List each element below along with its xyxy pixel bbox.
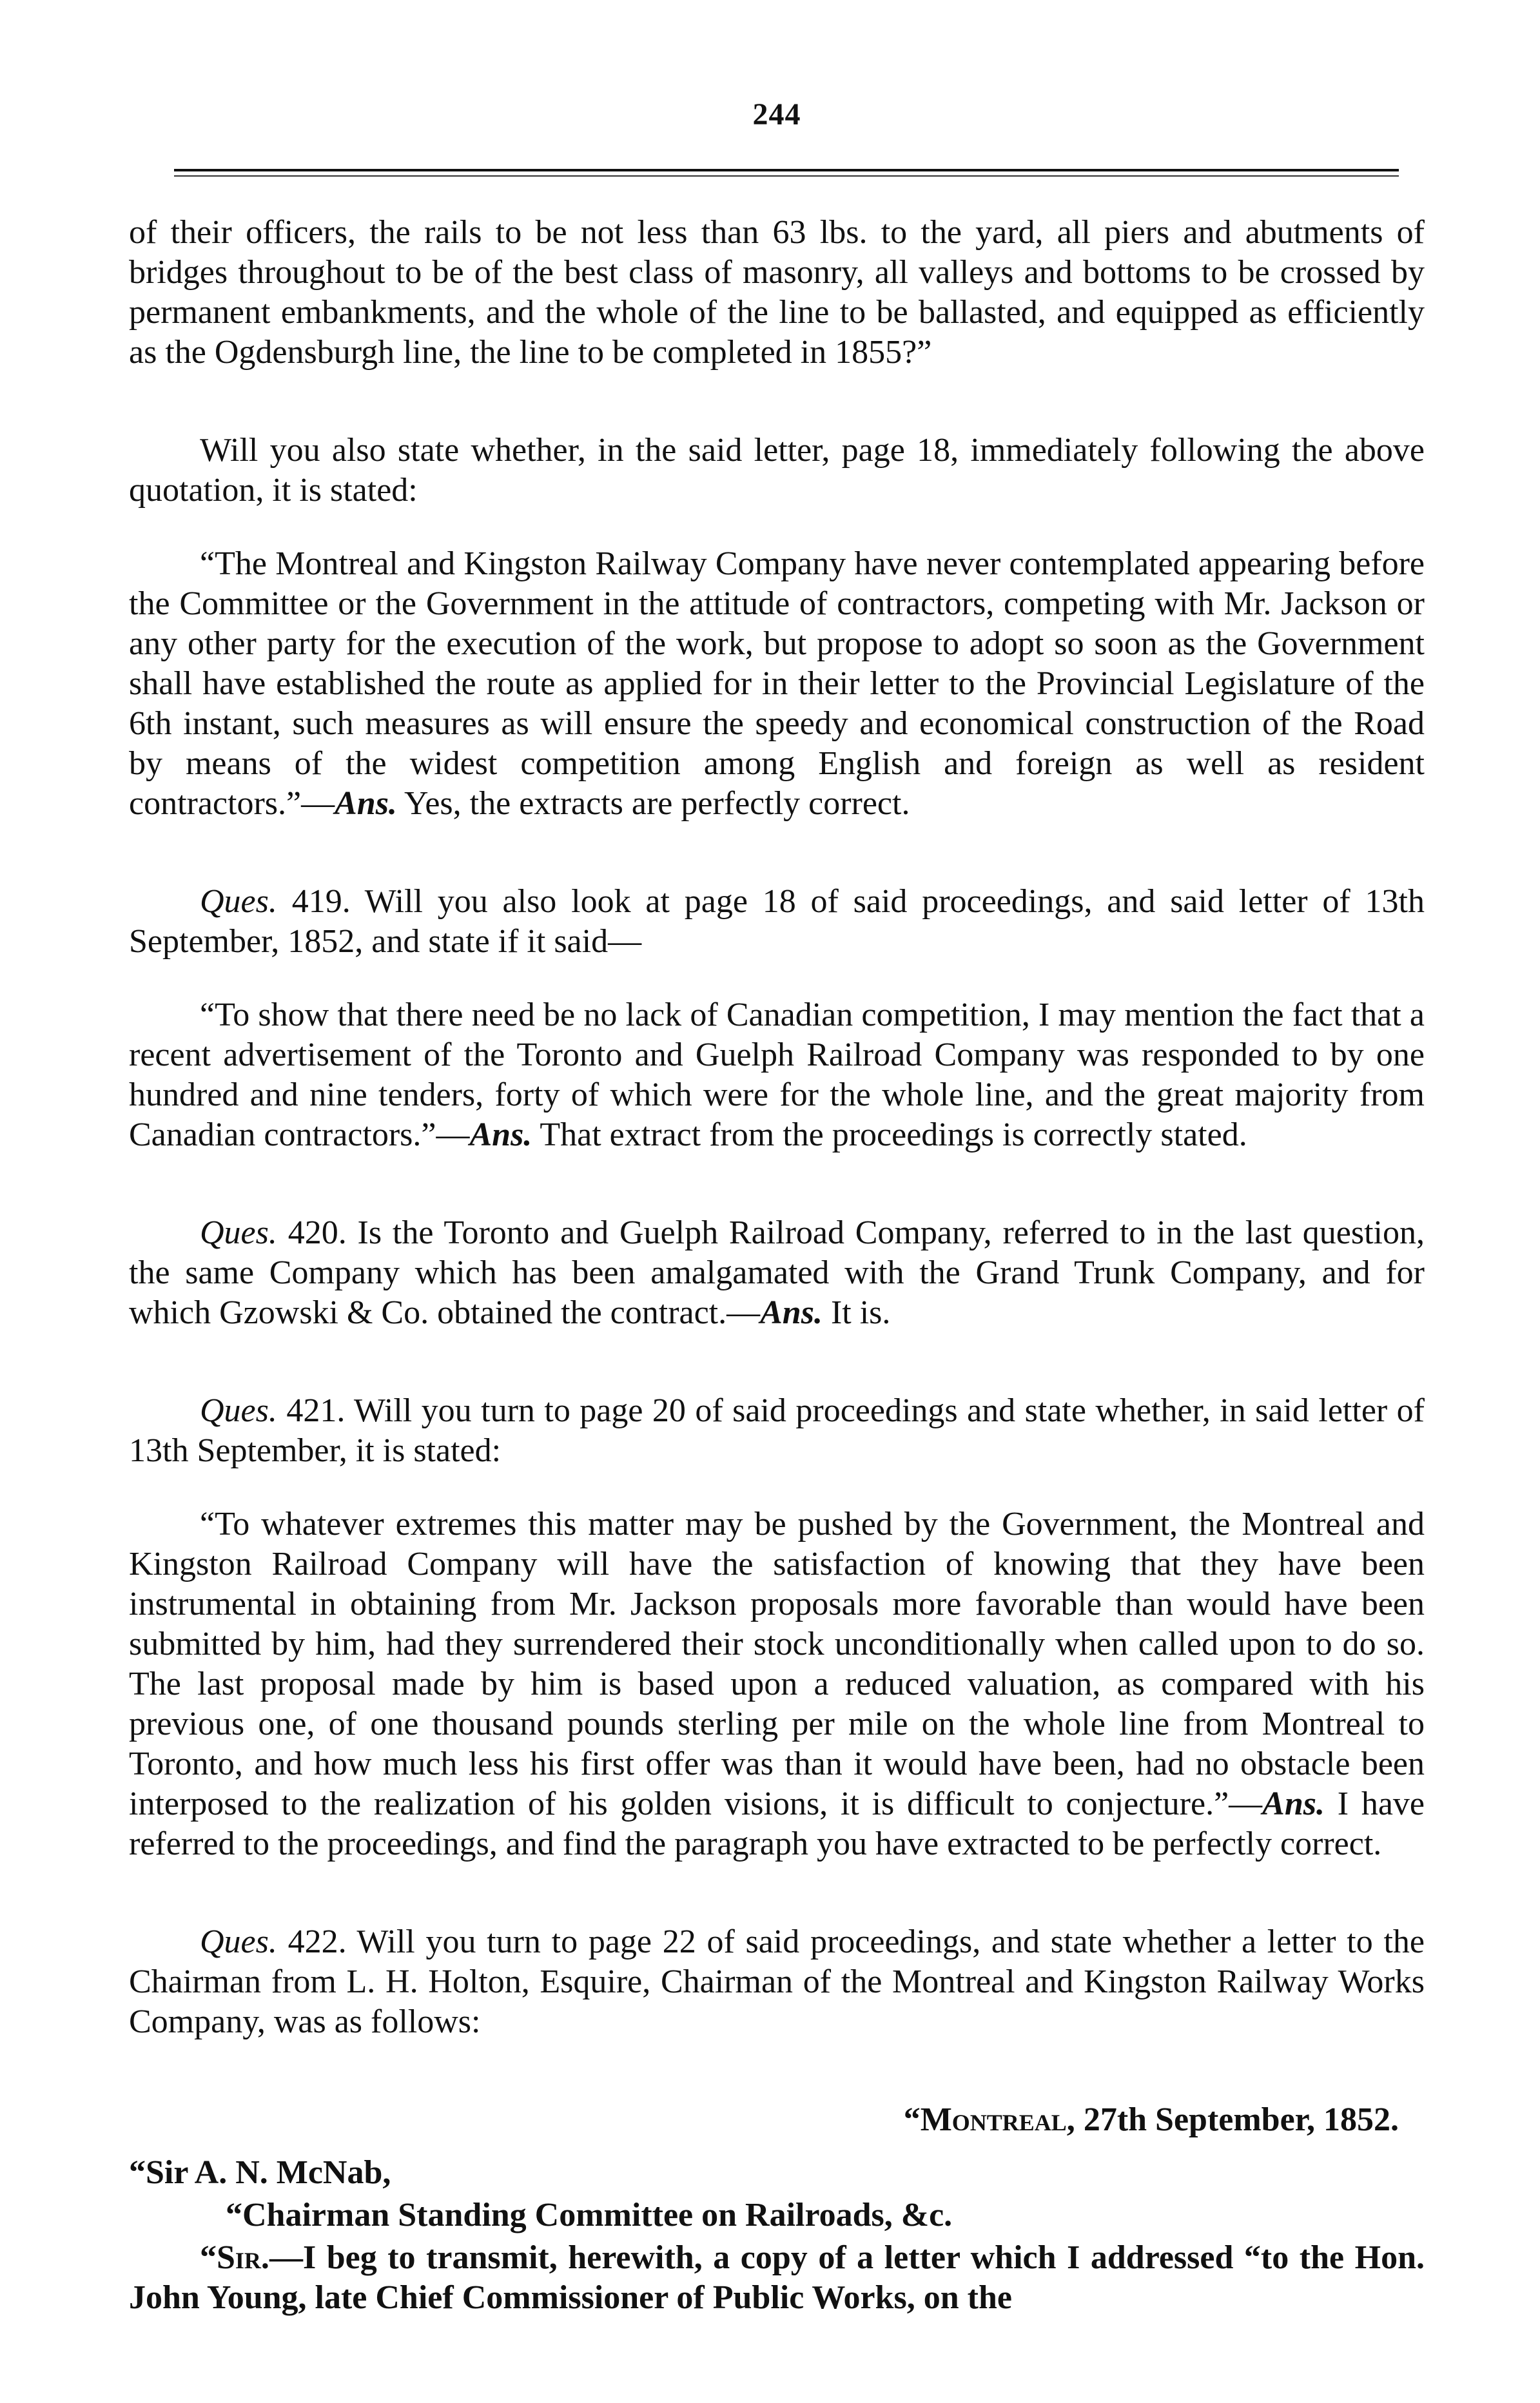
question-text: 421. Will you turn to page 20 of said proceedings and state whether, in said letter of 13th September, it is stated:	[129, 1392, 1425, 1469]
answer-text: Yes, the extracts are perfectly correct.	[396, 785, 910, 822]
quote-text: “The Montreal and Kingston Railway Company have never contemplated appearing before the Committee or the Government in the attitude of contractors, competing with Mr. Jackson or any other party for the execution of the work, but propose to adopt so soon as the Government shall have established the route as applied for in their letter to the Provincial Legislature of the 6th instant, such measures as will ensure the speedy and economical construction of the Road by means of the widest competition among English and foreign as well as resident contractors.”—	[129, 545, 1425, 822]
question-419	[129, 882, 1425, 962]
answer-text: I have referred to the proceedings, and find the paragraph you have extracted to be perfectly correct.	[129, 1785, 1425, 1862]
letter-sir: “Sir.	[200, 2239, 269, 2276]
question-text: 422. Will you turn to page 22 of said proceedings, and state whether a letter to the Chairman from L. H. Holton, Esquire, Chairman of the Montreal and Kingston Railway Works Company, was as follows:	[129, 1923, 1425, 2040]
question-label: Ques.	[200, 1392, 277, 1429]
answer-label: Ans.	[469, 1116, 532, 1153]
question-label: Ques.	[200, 1923, 277, 1960]
answer-label: Ans.	[335, 785, 397, 822]
answer-label: Ans.	[1262, 1785, 1325, 1822]
letter-dateline	[129, 2100, 1425, 2140]
paragraph-question-intro: Will you also state whether, in the said letter, page 18, immediately following the above quotation, it is stated:	[129, 432, 1425, 509]
body-text	[129, 213, 1425, 2318]
question-label: Ques.	[200, 1214, 277, 1251]
question-420	[129, 1213, 1425, 1333]
dateline-date: 27th September, 1852.	[1075, 2101, 1399, 2138]
page	[129, 0, 1425, 2403]
answer-label: Ans.	[760, 1294, 823, 1331]
answer-text: It is.	[822, 1294, 891, 1331]
letter-text: —I beg to transmit, herewith, a copy of a letter which I addressed “to the Hon. John Young, late Chief Commissioner of Public Works, on the	[129, 2239, 1425, 2316]
question-label: Ques.	[200, 883, 277, 920]
paragraph-continuation: of their officers, the rails to be not less than 63 lbs. to the yard, all piers and abutments of bridges throughout to be of the best class of masonry, all valleys and bottoms to be crossed by permanent embankments, and the whole of the line to be ballasted, and equipped as efficiently as the Ogdensburgh line, the line to be completed in 1855?”	[129, 214, 1425, 371]
header-rule	[174, 169, 1399, 171]
question-422	[129, 1922, 1425, 2042]
paragraph-quotation-2	[129, 995, 1425, 1155]
question-421	[129, 1391, 1425, 1471]
question-text: 419. Will you also look at page 18 of said proceedings, and said letter of 13th September, 1852, and state if it said—	[129, 883, 1425, 960]
page-number: 244	[752, 97, 801, 131]
letter-addressee: “Sir A. N. McNab,	[129, 2154, 391, 2191]
dateline-place: “Montreal,	[903, 2101, 1075, 2138]
quote-text: “To show that there need be no lack of Canadian competition, I may mention the fact that a recent advertisement of the Toronto and Guelph Railroad Company was responded to by one hundred and nine tenders, forty of which were for the whole line, and the great majority from Canadian contractors.”—	[129, 997, 1425, 1153]
letter-body	[129, 2238, 1425, 2318]
letter-addressee-title: “Chairman Standing Committee on Railroads, &c.	[226, 2197, 953, 2233]
question-text: 420. Is the Toronto and Guelph Railroad Company, referred to in the last question, the same Company which has been amalgamated with the Grand Trunk Company, and for which Gzowski & Co. obtained the contract.—	[129, 1214, 1425, 1331]
quote-text: “To whatever extremes this matter may be pushed by the Government, the Montreal and Kingston Railroad Company will have the satisfaction of knowing that they have been instrumental in obtaining from Mr. Jackson proposals more favorable than would have been submitted by him, had they surrendered their stock unconditionally when called upon to do so. The last proposal made by him is based upon a reduced valuation, as compared with his previous one, of one thousand pounds sterling per mile on the whole line from Montreal to Toronto, and how much less his first offer was than it would have been, had no obstacle been interposed to the realization of his golden visions, it is difficult to conjecture.”—	[129, 1506, 1425, 1822]
header-rule-thin	[174, 175, 1399, 177]
paragraph-quotation-3	[129, 1504, 1425, 1864]
paragraph-quotation-1	[129, 544, 1425, 824]
answer-text: That extract from the proceedings is correctly stated.	[532, 1116, 1247, 1153]
